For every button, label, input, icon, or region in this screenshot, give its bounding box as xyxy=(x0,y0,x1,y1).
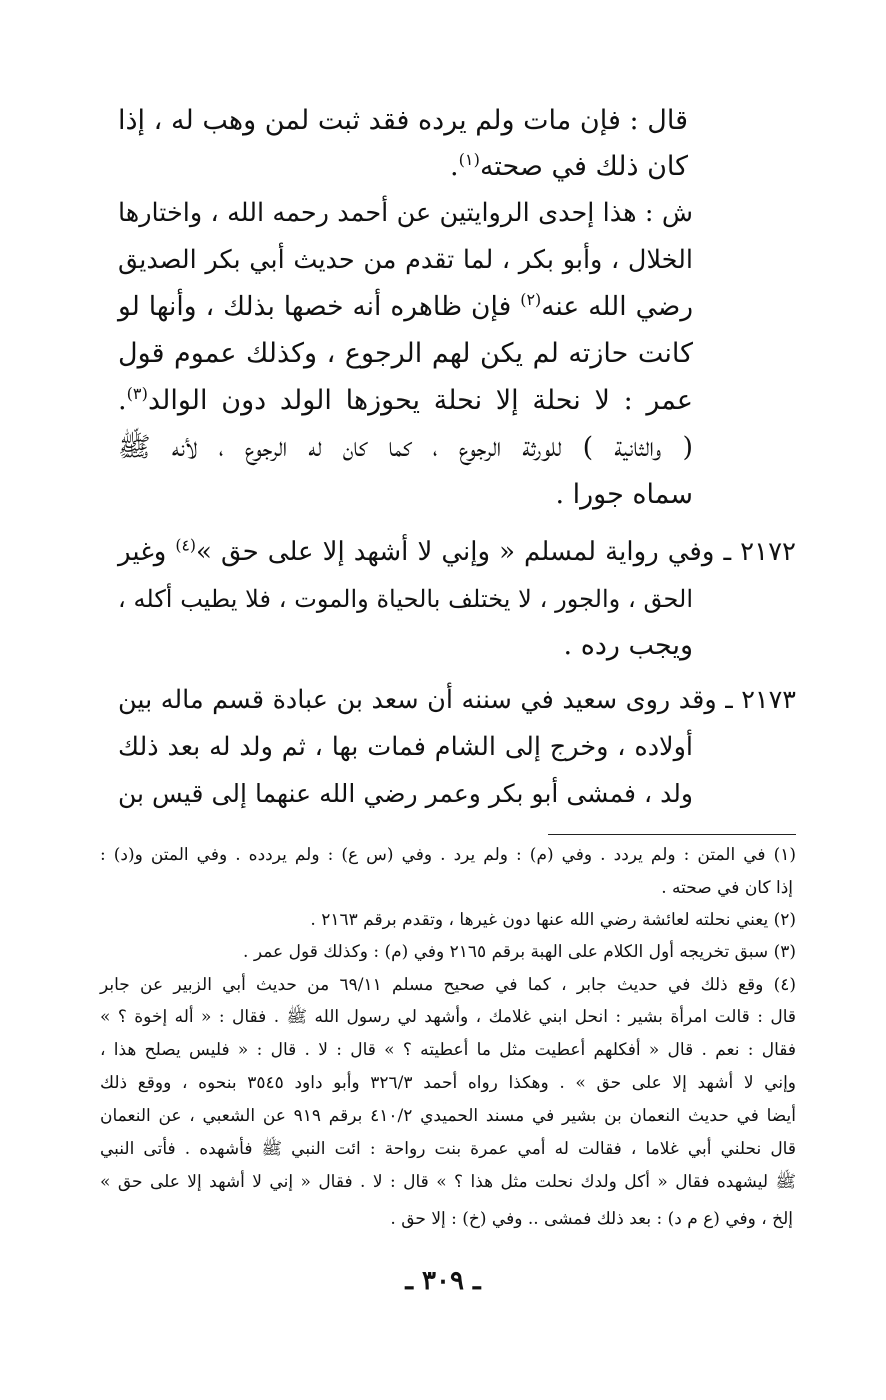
footnote-line: إلخ ، وفي (ع م د) : بعد ذلك فمشى .. وفي (خ) : إلا حق . xyxy=(390,1209,793,1229)
footnote-line: إذا كان في صحته . xyxy=(661,878,793,898)
footnote-line: قال نحلني أبي غلاما ، فقالت له أمي عمرة بنت رواحة : ائت النبي ﷺ فأشهده . فأتى النبي xyxy=(100,1139,796,1159)
main-text-line: كانت حازته لم يكن لهم الرجوع ، وكذلك عموم قول xyxy=(118,338,693,369)
footnote-line: قال : قالت امرأة بشير : انحل ابني غلامك ، وأشهد لي رسول الله ﷺ . فقال : « أله إخوة ؟ » xyxy=(100,1007,796,1027)
footnote-marker[interactable]: (٤) xyxy=(175,536,196,555)
footnote-line: (١) في المتن : ولم يردد . وفي (م) : ولم يرد . وفي (س ع) : ولم يردده . وفي المتن و(د) : xyxy=(100,845,796,865)
footnote-line: فقال : نعم . قال « أفكلهم أعطيت مثل ما أعطيته ؟ » قال : لا . قال : « فليس يصلح هذا ، xyxy=(100,1040,796,1060)
main-text-line: ش : هذا إحدى الروايتين عن أحمد رحمه الله ، واختارها xyxy=(118,198,693,228)
footnote-line: وإني لا أشهد إلا على حق » . وهكذا رواه أحمد ٣٢٦/٣ وأبو داود ٣٥٤٥ بنحوه ، ووقع ذلك xyxy=(100,1073,797,1093)
main-text-line: قال : فإن مات ولم يرده فقد ثبت لمن وهب له ، إذا xyxy=(118,105,688,136)
footnote-line: أيضا في حديث النعمان بن بشير في مسند الحميدي ٤١٠/٢ برقم ٩١٩ عن الشعبي ، عن النعمان xyxy=(100,1106,796,1126)
footnote-marker[interactable]: (١) xyxy=(458,150,480,169)
main-text-line: عمر : لا نحلة إلا نحلة يحوزها الولد دون الوالد$^{(٣)}$. xyxy=(118,384,693,416)
hadith-2172-line: ٢١٧٢ ـ وفي رواية لمسلم « وإني لا أشهد إلا على حق »$^{(٤)}$ وغير xyxy=(118,536,796,567)
main-text-line: ولد ، فمشى أبو بكر وعمر رضي الله عنهما إلى قيس بن xyxy=(118,779,693,808)
footnote-marker[interactable]: (٣) xyxy=(126,384,148,403)
footnote-separator xyxy=(548,834,796,835)
footnote-line: (٤) وقع ذلك في حديث جابر ، كما في صحيح مسلم ٦٩/١١ من حديث أبي الزبير عن جابر xyxy=(100,975,797,995)
page-number: ـ ٣٠٩ ـ xyxy=(405,1266,481,1296)
hadith-2173-line: ٢١٧٣ ـ وقد روى سعيد في سننه أن سعد بن عبادة قسم ماله بين xyxy=(118,685,796,715)
footnote-line: (٣) سبق تخريجه أول الكلام على الهبة برقم ٢١٦٥ وفي (م) : وكذلك قول عمر . xyxy=(243,942,796,962)
footnote-marker[interactable]: (٢) xyxy=(520,290,542,310)
main-text-line: ( والثانية ) للورثة الرجوع ، كما كان له الرجوع ، لأنه ﷺ xyxy=(118,432,693,463)
footnote-line: ﷺ ليشهده فقال « أكل ولدك نحلت مثل هذا ؟ » قال : لا . فقال « إني لا أشهد إلا على حق » xyxy=(100,1172,796,1192)
main-text-line: ويجب رده . xyxy=(563,630,693,661)
main-text-line: الحق ، والجور ، لا يختلف بالحياة والموت ، فلا يطيب أكله ، xyxy=(118,585,693,613)
main-text-line: الخلال ، وأبو بكر ، لما تقدم من حديث أبي بكر الصديق xyxy=(118,245,693,275)
main-text-line: كان ذلك في صحته$^{(١)}$. xyxy=(449,150,688,182)
main-text-line: سماه جورا . xyxy=(555,479,693,510)
main-text-line: رضي الله عنه$^{(٢)}$ فإن ظاهره أنه خصها بذلك ، وأنها لو xyxy=(118,290,693,322)
main-text-line: أولاده ، وخرج إلى الشام فمات بها ، ثم ولد له بعد ذلك xyxy=(118,732,693,762)
footnote-line: (٢) يعني نحلته لعائشة رضي الله عنها دون غيرها ، وتقدم برقم ٢١٦٣ . xyxy=(310,910,796,930)
